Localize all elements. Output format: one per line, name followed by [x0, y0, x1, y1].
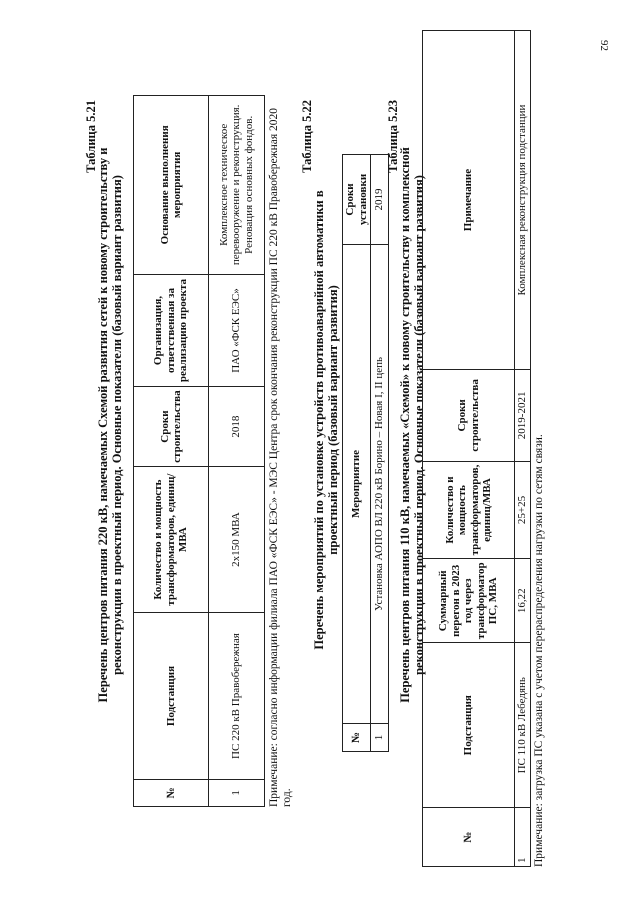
table-header-row — [423, 31, 515, 867]
table-5-21-note: Примечание: согласно информации филиала ПАО «ФСК ЕЭС» - МЭС Центра срок окончания реконструкции ПС 220 кВ Правобережная 2020 год. — [268, 107, 293, 807]
table-5-22-label: Таблица 5.22 — [300, 100, 314, 173]
header-cell: Мероприятие — [343, 244, 371, 723]
header-cell: Основание выполнения мероприятия — [134, 96, 209, 275]
header-cell: Суммарный перегон в 2023 год через трансформатор ПС, МВА — [423, 559, 515, 643]
table-cell: ПАО «ФСК ЕЭС» — [209, 274, 265, 387]
table-5-23-title: Перечень центров питания 110 кВ, намечаемых «Схемой» к новому строительству и комплексной реконструкции в проектный период. Основные показатели (базовый вариант развития) — [398, 147, 426, 703]
header-cell: Примечание — [423, 31, 515, 370]
header-cell: Сроки установки — [343, 155, 371, 245]
header-cell: № — [423, 808, 515, 867]
header-cell: Сроки строительства — [423, 370, 515, 462]
table-cell: 2018 — [209, 387, 265, 466]
table-header-row — [343, 155, 371, 752]
header-cell: Подстанция — [134, 613, 209, 779]
header-cell: Организация, ответственная за реализацию проекта — [134, 274, 209, 387]
table-cell: 25+25 — [515, 461, 531, 559]
table-5-23 — [422, 30, 531, 867]
table-cell: 2х150 МВА — [209, 466, 265, 613]
table-5-22 — [342, 154, 389, 752]
table-5-23-label: Таблица 5.23 — [386, 100, 400, 173]
header-cell: № — [134, 779, 209, 806]
table-cell: 1 — [371, 724, 389, 752]
table-header-row — [134, 96, 209, 807]
table-cell: Установка АОПО ВЛ 220 кВ Борино – Новая I, II цепь — [371, 244, 389, 723]
header-cell: Сроки строительства — [134, 387, 209, 466]
table-5-21-label: Таблица 5.21 — [84, 100, 98, 173]
table-cell: Комплексная реконструкция подстанции — [515, 31, 531, 370]
header-cell: Подстанция — [423, 643, 515, 808]
table-5-21-title: Перечень центров питания 220 кВ, намечаемых Схемой развития сетей к новому строительству и реконструкции в проектный период. Основные показатели (базовый вариант развития) — [96, 147, 124, 703]
table-cell: ПС 110 кВ Лебедянь — [515, 643, 531, 808]
table-cell: 16,22 — [515, 559, 531, 643]
table-cell: 1 — [515, 808, 531, 867]
table-row — [209, 96, 265, 807]
table-cell: 2019-2021 — [515, 370, 531, 462]
table-cell: 2019 — [371, 155, 389, 245]
table-row — [515, 31, 531, 867]
header-cell: Количество и мощность трансформаторов, единиц/МВА — [423, 461, 515, 559]
page-number: 92 — [598, 40, 610, 51]
header-cell: № — [343, 724, 371, 752]
table-5-23-note: Примечание: загрузка ПС указана с учетом перераспределения нагрузки по сетям связи. — [533, 434, 545, 867]
table-cell: Комплексное техническое перевооружение и реконструкция. Реновация основных фондов. — [209, 96, 265, 275]
table-cell: ПС 220 кВ Правобережная — [209, 613, 265, 779]
header-cell: Количество и мощность трансформаторов, единиц/МВА — [134, 466, 209, 613]
table-cell: 1 — [209, 779, 265, 806]
table-5-21 — [133, 95, 265, 807]
table-5-22-title: Перечень мероприятий по установке устройств противоаварийной автоматики в проектный период (базовый вариант развития) — [312, 190, 340, 650]
